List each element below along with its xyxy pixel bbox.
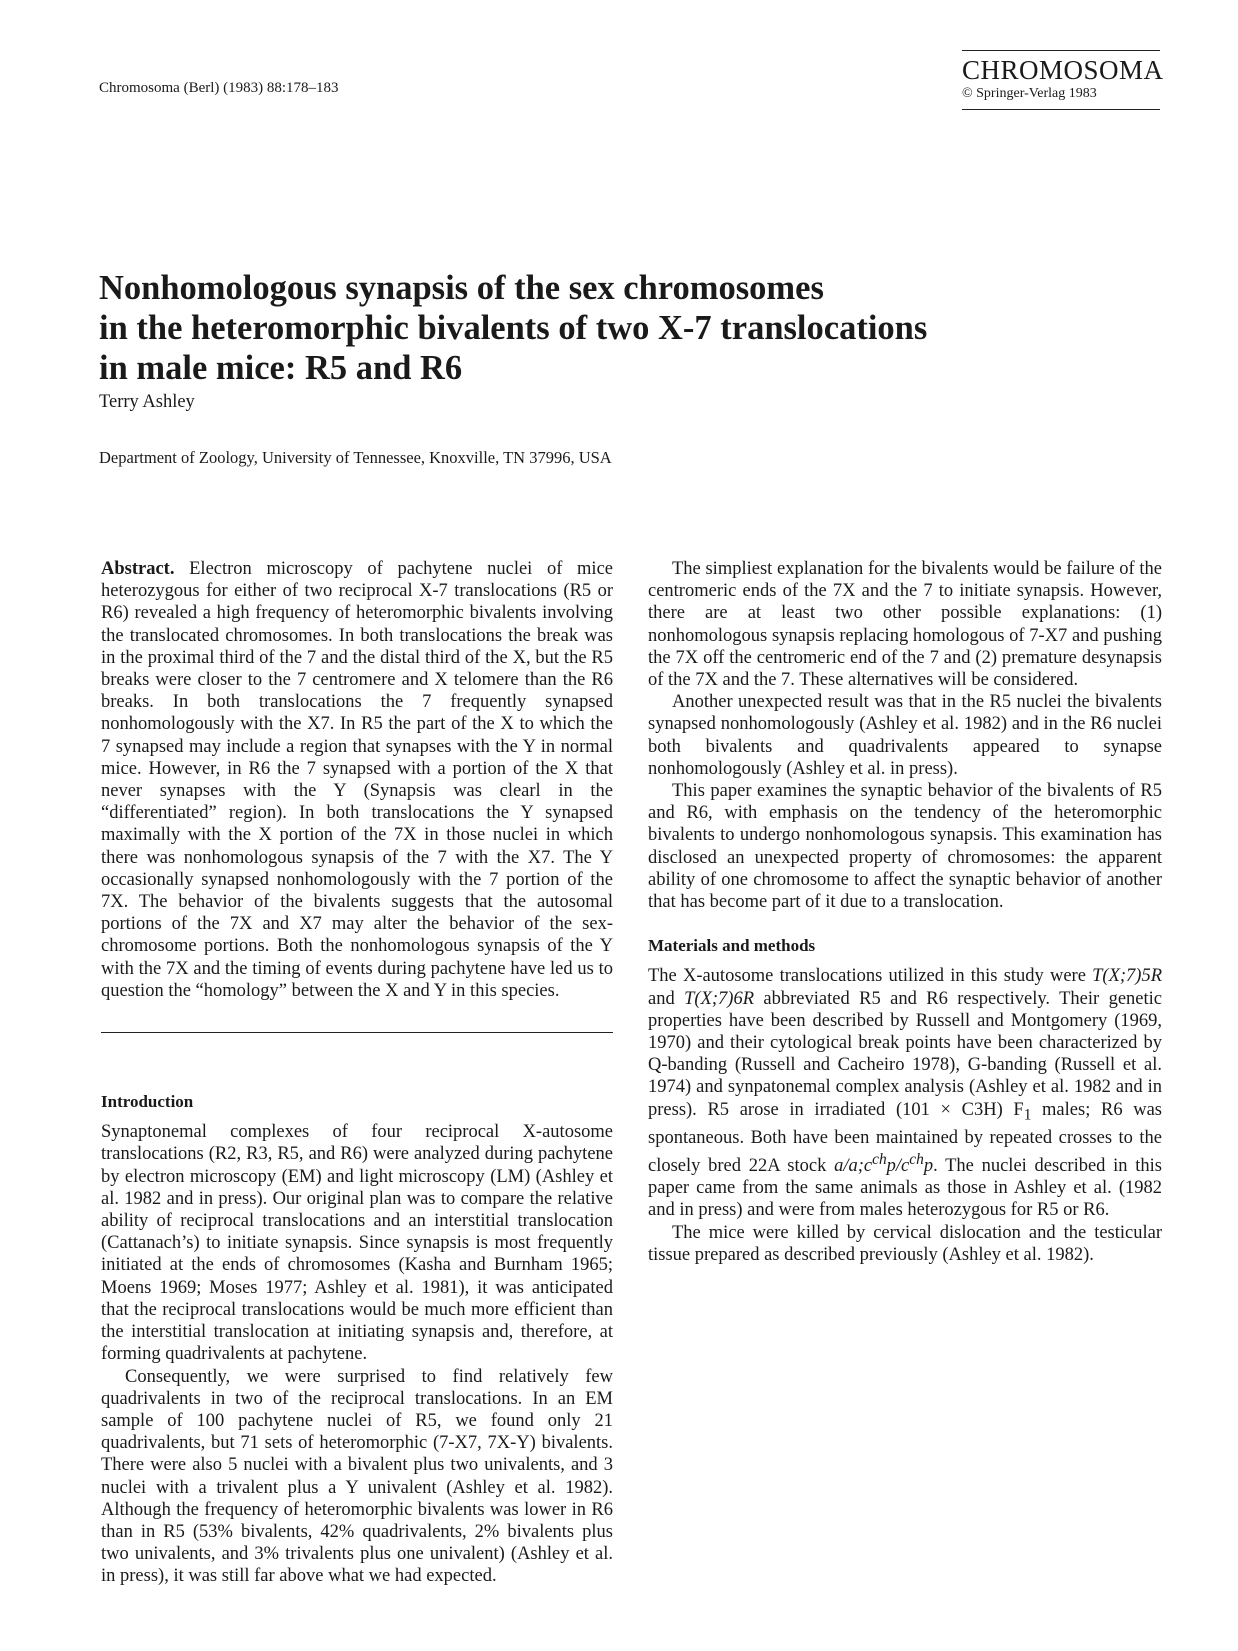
abstract-label: Abstract. bbox=[101, 559, 175, 579]
stock-genotype: $a/a;c^{ch}p/c^{ch}p$ bbox=[834, 1150, 934, 1176]
introduction-heading: Introduction bbox=[101, 1092, 194, 1112]
f1-subscript: 1 bbox=[1023, 1106, 1032, 1124]
journal-name: CHROMOSOMA bbox=[962, 55, 1164, 85]
methods-paragraph: The X-autosome translocations utilized in this study were T(X;7)5R and T(X;7)6R abbreviated R5 and R6 respectively. Their genetic properties have been described by Russell and Montgomery (1969, 1970) and their cytological break points have been characterized by Q-banding (Russell and Cacheiro 1978), G-banding (Russell et al. 1974) and synpatonemal complex analysis (Ashley et al. 1982 and in press). R5 arose in irradiated (101 × C3H) $F_1$ males; R6 was spontaneous. Both have been maintained by repeated crosses to the closely bred 22A stock $a/a;c^{ch}p/c^{ch}p$. The nuclei described in this paper came from the same animals as those in Ashley et al. (1982 and in press) and were from males heterozygous for R5 or R6. bbox=[648, 966, 1163, 1221]
translocation-r5-name: T(X;7)5R bbox=[1092, 966, 1162, 987]
title-line: Nonhomologous synapsis of the sex chromosomes bbox=[99, 269, 824, 307]
author-affiliation: Department of Zoology, University of Tennessee, Knoxville, TN 37996, USA bbox=[99, 448, 612, 467]
journal-reference: Chromosoma (Berl) (1983) 88:178–183 bbox=[99, 80, 339, 96]
intro-paragraph: Synaptonemal complexes of four reciprocal X-autosome translocations (R2, R3, R5, and R6) were analyzed during pachytene by electron microscopy (EM) and light microscopy (LM) (Ashley et al. 1982 and in press). Our original plan was to compare the relative ability of reciprocal translocations and an interstitial translocation (Cattanach’s) to initiate synapsis. Since synapsis is most frequently initiated at the ends of chromosomes (Kasha and Burnham 1965; Moens 1969; Moses 1977; Ashley et al. 1981), it was anticipated that the reciprocal translocations would be much more efficient than the interstitial translocation at initiating synapsis and, therefore, at forming quadrivalents at pachytene. bbox=[101, 1122, 613, 1365]
intro-paragraph: The simpliest explanation for the bivalents would be failure of the centromeric ends of the 7X and the 7 to initiate synapsis. However, there are at least two other possible explanations: (1) nonhomologous synapsis replacing homologous of 7-X7 and pushing the 7X off the centromeric end of the 7 and (2) premature desynapsis of the 7X and the 7. These alternatives will be considered. bbox=[648, 559, 1162, 691]
methods-heading: Materials and methods bbox=[648, 936, 816, 956]
left-column bbox=[101, 558, 613, 1588]
intro-paragraph: Another unexpected result was that in the R5 nuclei the bivalents synapsed nonhomologously (Ashley et al. 1982) and in the R6 nuclei both bivalents and quadrivalents appeared to synapse nonhomologously (Ashley et al. in press). bbox=[648, 692, 1162, 779]
abstract-divider bbox=[101, 1032, 613, 1033]
methods-paragraph: The mice were killed by cervical dislocation and the testicular tissue prepared as described previously (Ashley et al. 1982). bbox=[648, 1222, 1162, 1265]
intro-paragraph: This paper examines the synaptic behavior of the bivalents of R5 and R6, with emphasis on the tendency of the heteromorphic bivalents to undergo nonhomologous synapsis. This examination has disclosed an unexpected property of chromosomes: the apparent ability of one chromosome to affect the synaptic behavior of another that has become part of it due to a translocation. bbox=[648, 781, 1162, 913]
article-title bbox=[99, 268, 1099, 388]
abstract-text: Electron microscopy of pachytene nuclei of mice heterozygous for either of two reciprocal X-7 translocations (R5 or R6) revealed a high frequency of heteromorphic bivalents involving the translocated chromosomes. In both translocations the break was in the proximal third of the 7 and the distal third of the X, but the R5 breaks were closer to the 7 centromere and X telomere than the R6 breaks. In both translocations the 7 frequently synapsed nonhomologously with the X7. In R5 the part of the X to which the 7 synapsed may include a region that synapses with the Y in normal mice. However, in R6 the 7 synapsed with a portion of the X that never synapses with the Y (Synapsis was clearl in the “differentiated” region). In both translocations the Y synapsed maximally with the X portion of the 7X in those nuclei in which there was nonhomologous synapsis of the 7 with the X7. The Y occasionally synapsed nonhomologously with the 7 portion of the 7X. The behavior of the bivalents suggests that the autosomal portions of the 7X and X7 may alter the behavior of the sex-chromosome portions. Both the nonhomologous synapsis of the Y with the 7X and the timing of events during pachytene have led us to question the “homology” between the X and Y in this species. bbox=[101, 559, 613, 1001]
right-column bbox=[648, 558, 1162, 1266]
copyright-line: © Springer-Verlag 1983 bbox=[962, 86, 1097, 101]
translocation-r6-name: T(X;7)6R bbox=[684, 988, 754, 1009]
author-name: Terry Ashley bbox=[99, 392, 195, 412]
journal-masthead bbox=[962, 50, 1164, 110]
title-line: in male mice: R5 and R6 bbox=[99, 349, 463, 387]
abstract-paragraph bbox=[101, 558, 613, 1002]
title-line: in the heteromorphic bivalents of two X-7 translocations bbox=[99, 309, 928, 347]
intro-paragraph: Consequently, we were surprised to find relatively few quadrivalents in two of the reciprocal translocations. In an EM sample of 100 pachytene nuclei of R5, we found only 21 quadrivalents, but 71 sets of heteromorphic (7-X7, 7X-Y) bivalents. There were also 5 nuclei with a bivalent plus two univalents, and 3 nuclei with a trivalent plus a Y univalent (Ashley et al. 1982). Although the frequency of heteromorphic bivalents was lower in R6 than in R5 (53% bivalents, 42% quadrivalents, 2% bivalents plus two univalents, and 3% trivalents plus one univalent) (Ashley et al. in press), it was still far above what we had expected. bbox=[101, 1366, 613, 1587]
